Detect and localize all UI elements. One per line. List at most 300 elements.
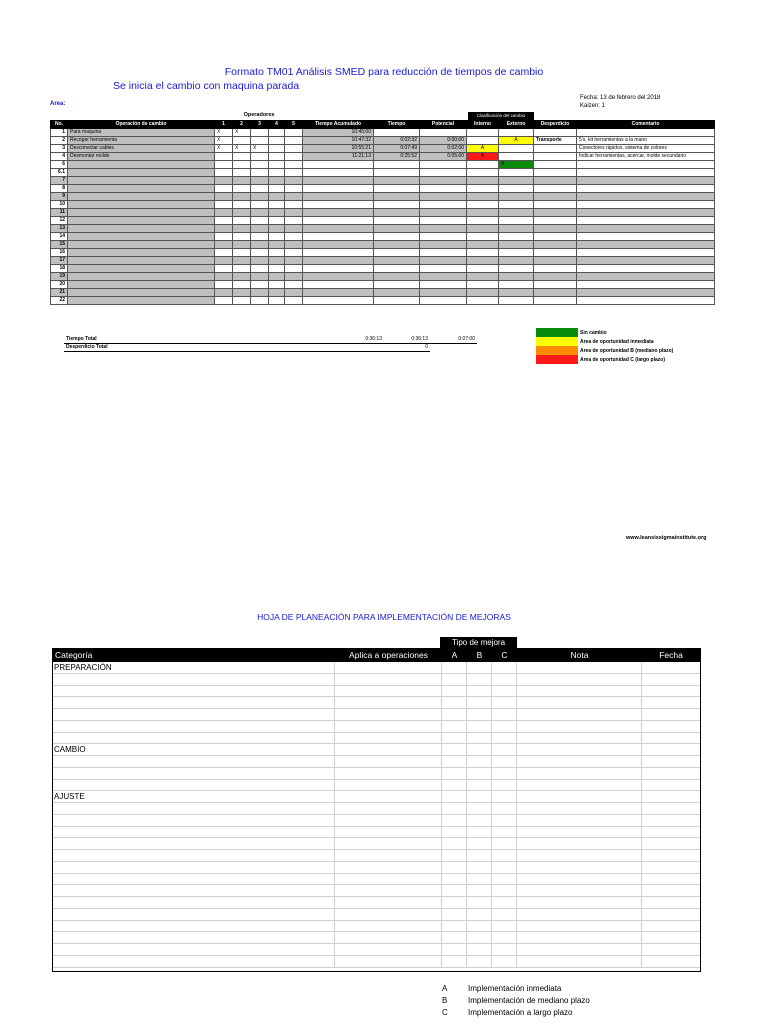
legend-label: Area de oportunidad B (mediano plazo)	[580, 347, 674, 354]
plan-cell[interactable]	[642, 921, 700, 932]
smed-cell	[303, 225, 374, 233]
comment-cell	[577, 129, 715, 137]
plan-cell[interactable]	[442, 697, 467, 708]
category-cell[interactable]	[53, 932, 335, 943]
external-cell: A	[499, 137, 534, 145]
operator-mark	[251, 129, 269, 137]
plan-cell[interactable]	[492, 921, 517, 932]
category-cell[interactable]	[53, 721, 335, 732]
plan-cell[interactable]	[335, 768, 442, 779]
plan-cell[interactable]	[642, 827, 700, 838]
plan-cell[interactable]	[442, 768, 467, 779]
smed-cell	[251, 201, 269, 209]
plan-cell[interactable]	[442, 791, 467, 802]
smed-col-header: Desperdicio	[534, 121, 577, 129]
potential-cell: 0:00:00	[420, 137, 467, 145]
plan-cell[interactable]	[517, 709, 642, 720]
plan-cell[interactable]	[517, 838, 642, 849]
plan-cell[interactable]	[642, 897, 700, 908]
legend-item	[536, 328, 673, 337]
plan-cell[interactable]	[467, 921, 492, 932]
row-number: 6	[51, 161, 68, 169]
smed-cell	[499, 209, 534, 217]
plan-cell[interactable]	[467, 956, 492, 967]
operator-mark	[215, 153, 233, 161]
plan-cell[interactable]	[335, 897, 442, 908]
website-text: www.leansixsigmainstitute.org	[626, 535, 707, 541]
smed-cell	[68, 209, 215, 217]
plan-cell[interactable]	[442, 838, 467, 849]
category-cell[interactable]	[53, 733, 335, 744]
smed-cell	[251, 257, 269, 265]
plan-title: HOJA DE PLANEACIÓN PARA IMPLEMENTACIÓN DE MEJORAS	[257, 612, 511, 622]
plan-cell[interactable]	[642, 768, 700, 779]
plan-cell[interactable]	[335, 815, 442, 826]
classification-label: Clasificación del cambio	[468, 112, 534, 120]
category-cell[interactable]	[53, 921, 335, 932]
plan-cell[interactable]	[442, 862, 467, 873]
category-cell[interactable]	[53, 944, 335, 955]
plan-cell[interactable]	[467, 733, 492, 744]
smed-cell	[467, 209, 499, 217]
smed-cell	[534, 273, 577, 281]
plan-cell[interactable]	[517, 721, 642, 732]
plan-cell[interactable]	[492, 803, 517, 814]
operator-mark: X	[233, 145, 251, 153]
plan-cell[interactable]	[642, 944, 700, 955]
smed-cell	[374, 209, 420, 217]
plan-col-header: B	[476, 650, 483, 660]
plan-cell[interactable]	[642, 885, 700, 896]
plan-cell[interactable]	[517, 662, 642, 673]
category-label[interactable]: CAMBIO	[53, 744, 335, 755]
category-cell[interactable]	[53, 686, 335, 697]
plan-cell[interactable]	[492, 885, 517, 896]
potential-cell: 0:02:00	[420, 145, 467, 153]
plan-cell[interactable]	[335, 803, 442, 814]
row-number: 9	[51, 193, 68, 201]
category-cell[interactable]	[53, 874, 335, 885]
smed-cell	[499, 249, 534, 257]
smed-cell	[374, 225, 420, 233]
smed-cell	[251, 297, 269, 305]
plan-row	[53, 885, 700, 897]
plan-cell[interactable]	[335, 697, 442, 708]
plan-cell[interactable]	[492, 686, 517, 697]
plan-cell[interactable]	[467, 862, 492, 873]
plan-cell[interactable]	[517, 768, 642, 779]
plan-cell[interactable]	[642, 909, 700, 920]
plan-cell[interactable]	[517, 744, 642, 755]
plan-cell[interactable]	[517, 956, 642, 967]
smed-cell	[534, 225, 577, 233]
plan-cell[interactable]	[467, 697, 492, 708]
plan-cell[interactable]	[517, 932, 642, 943]
plan-cell[interactable]	[517, 921, 642, 932]
plan-cell[interactable]	[517, 733, 642, 744]
smed-cell	[68, 281, 215, 289]
smed-cell	[577, 185, 715, 193]
plan-cell[interactable]	[442, 850, 467, 861]
category-cell[interactable]	[53, 815, 335, 826]
smed-cell	[233, 185, 251, 193]
plan-cell[interactable]	[467, 662, 492, 673]
operator-mark	[285, 145, 303, 153]
category-cell[interactable]	[53, 674, 335, 685]
plan-cell[interactable]	[517, 885, 642, 896]
plan-cell[interactable]	[492, 744, 517, 755]
plan-cell[interactable]	[467, 850, 492, 861]
plan-cell[interactable]	[335, 862, 442, 873]
category-cell[interactable]	[53, 756, 335, 767]
area-label: Area:	[50, 101, 66, 107]
plan-cell[interactable]	[642, 862, 700, 873]
smed-table	[50, 120, 715, 305]
plan-cell[interactable]	[335, 744, 442, 755]
category-cell[interactable]	[53, 780, 335, 791]
plan-col-header: Nota	[570, 650, 589, 660]
plan-cell[interactable]	[442, 956, 467, 967]
smed-cell	[577, 257, 715, 265]
plan-cell[interactable]	[642, 674, 700, 685]
category-cell[interactable]	[53, 697, 335, 708]
operator-mark	[251, 161, 269, 169]
category-cell[interactable]	[53, 838, 335, 849]
plan-cell[interactable]	[492, 850, 517, 861]
smed-cell	[68, 249, 215, 257]
smed-cell	[420, 177, 467, 185]
smed-cell	[499, 289, 534, 297]
plan-cell[interactable]	[467, 885, 492, 896]
plan-cell[interactable]	[517, 874, 642, 885]
smed-cell	[467, 289, 499, 297]
plan-row	[53, 921, 700, 933]
smed-cell	[577, 281, 715, 289]
plan-cell[interactable]	[335, 850, 442, 861]
plan-cell[interactable]	[642, 686, 700, 697]
legend-label: Sin cambio	[580, 329, 607, 336]
row-number: 11	[51, 209, 68, 217]
plan-col-header: A	[451, 650, 458, 660]
plan-cell[interactable]	[517, 850, 642, 861]
accumulated-time	[303, 161, 374, 169]
plan-cell[interactable]	[642, 756, 700, 767]
accumulated-time: 10:45:00	[303, 129, 374, 137]
plan-cell[interactable]	[467, 709, 492, 720]
plan-cell[interactable]	[442, 932, 467, 943]
smed-cell	[577, 177, 715, 185]
smed-empty-row	[51, 257, 715, 265]
category-cell[interactable]	[53, 709, 335, 720]
waste-cell	[534, 129, 577, 137]
plan-cell[interactable]	[442, 885, 467, 896]
smed-cell	[285, 233, 303, 241]
plan-cell[interactable]	[492, 697, 517, 708]
plan-cell[interactable]	[492, 909, 517, 920]
plan-cell[interactable]	[517, 862, 642, 873]
legend-swatch	[536, 328, 578, 337]
row-number: 13	[51, 225, 68, 233]
plan-cell[interactable]	[492, 733, 517, 744]
plan-cell[interactable]	[467, 756, 492, 767]
plan-cell[interactable]	[335, 932, 442, 943]
category-cell[interactable]	[53, 850, 335, 861]
smed-cell	[285, 169, 303, 177]
plan-cell[interactable]	[517, 780, 642, 791]
plan-cell[interactable]	[442, 815, 467, 826]
plan-cell[interactable]	[642, 838, 700, 849]
plan-cell[interactable]	[642, 956, 700, 967]
plan-cell[interactable]	[335, 874, 442, 885]
plan-cell[interactable]	[642, 850, 700, 861]
total-time-label: Tiempo Total	[64, 336, 344, 344]
plan-row	[53, 686, 700, 698]
plan-cell[interactable]	[442, 909, 467, 920]
smed-cell	[269, 225, 285, 233]
operation-name	[68, 161, 215, 169]
plan-cell[interactable]	[335, 909, 442, 920]
time-cell: 0:07:49	[374, 145, 420, 153]
totals-table	[64, 336, 477, 352]
smed-cell	[303, 273, 374, 281]
plan-cell[interactable]	[642, 662, 700, 673]
plan-cell[interactable]	[492, 780, 517, 791]
plan-cell[interactable]	[442, 733, 467, 744]
plan-cell[interactable]	[642, 780, 700, 791]
plan-cell[interactable]	[442, 803, 467, 814]
plan-cell[interactable]	[442, 897, 467, 908]
plan-cell[interactable]	[335, 827, 442, 838]
plan-cell[interactable]	[492, 768, 517, 779]
plan-cell[interactable]	[467, 932, 492, 943]
plan-cell[interactable]	[467, 780, 492, 791]
plan-cell[interactable]	[517, 815, 642, 826]
plan-cell[interactable]	[467, 944, 492, 955]
external-cell: A	[499, 161, 534, 169]
smed-cell	[467, 201, 499, 209]
plan-cell[interactable]	[517, 674, 642, 685]
plan-cell[interactable]	[642, 733, 700, 744]
plan-cell[interactable]	[335, 838, 442, 849]
category-cell[interactable]	[53, 897, 335, 908]
plan-cell[interactable]	[467, 909, 492, 920]
smed-cell	[251, 273, 269, 281]
plan-cell[interactable]	[467, 838, 492, 849]
plan-cell[interactable]	[467, 768, 492, 779]
smed-cell	[215, 281, 233, 289]
smed-cell	[285, 273, 303, 281]
plan-cell[interactable]	[492, 721, 517, 732]
category-cell[interactable]	[53, 768, 335, 779]
plan-cell[interactable]	[642, 932, 700, 943]
plan-cell[interactable]	[467, 686, 492, 697]
smed-cell	[420, 185, 467, 193]
plan-cell[interactable]	[642, 874, 700, 885]
plan-cell[interactable]	[517, 827, 642, 838]
plan-cell[interactable]	[442, 709, 467, 720]
plan-cell[interactable]	[442, 744, 467, 755]
plan-cell[interactable]	[492, 815, 517, 826]
total-waste-label: Desperdicio Total	[64, 344, 344, 352]
category-cell[interactable]	[53, 885, 335, 896]
category-cell[interactable]	[53, 803, 335, 814]
smed-cell	[303, 185, 374, 193]
plan-row	[53, 803, 700, 815]
plan-cell[interactable]	[492, 827, 517, 838]
category-label[interactable]: AJUSTE	[53, 791, 335, 802]
category-cell[interactable]	[53, 909, 335, 920]
smed-cell	[534, 209, 577, 217]
plan-cell[interactable]	[335, 756, 442, 767]
plan-cell[interactable]	[335, 686, 442, 697]
plan-cell[interactable]	[335, 674, 442, 685]
smed-col-header: 5	[285, 121, 303, 129]
plan-cell[interactable]	[335, 921, 442, 932]
accumulated-time: 10:55:21	[303, 145, 374, 153]
smed-cell	[420, 249, 467, 257]
plan-cell[interactable]	[335, 662, 442, 673]
color-legend	[536, 328, 673, 364]
plan-cell[interactable]	[492, 791, 517, 802]
improvement-type-label: Tipo de mejora	[440, 637, 517, 648]
plan-cell[interactable]	[442, 662, 467, 673]
smed-cell	[374, 281, 420, 289]
plan-cell[interactable]	[492, 709, 517, 720]
smed-empty-row	[51, 209, 715, 217]
smed-cell	[215, 233, 233, 241]
plan-cell[interactable]	[642, 721, 700, 732]
plan-cell[interactable]	[492, 944, 517, 955]
plan-cell[interactable]	[517, 897, 642, 908]
improvement-legend-item	[442, 995, 590, 1007]
plan-cell[interactable]	[642, 803, 700, 814]
plan-cell[interactable]	[467, 874, 492, 885]
operator-mark: X	[215, 145, 233, 153]
plan-cell[interactable]	[492, 674, 517, 685]
plan-cell[interactable]	[442, 944, 467, 955]
plan-cell[interactable]	[517, 944, 642, 955]
smed-cell	[534, 241, 577, 249]
plan-cell[interactable]	[335, 956, 442, 967]
smed-cell	[251, 193, 269, 201]
category-cell[interactable]	[53, 827, 335, 838]
smed-cell	[467, 249, 499, 257]
smed-cell	[499, 265, 534, 273]
smed-cell	[577, 297, 715, 305]
plan-cell[interactable]	[642, 697, 700, 708]
plan-cell[interactable]	[467, 721, 492, 732]
plan-cell[interactable]	[442, 686, 467, 697]
plan-row	[53, 838, 700, 850]
smed-cell	[68, 177, 215, 185]
plan-cell[interactable]	[335, 944, 442, 955]
smed-cell	[467, 257, 499, 265]
comment-cell: Conectores rápidos, sistema de colores	[577, 145, 715, 153]
plan-cell[interactable]	[642, 744, 700, 755]
smed-cell	[215, 209, 233, 217]
smed-col-header: 4	[269, 121, 285, 129]
plan-cell[interactable]	[642, 791, 700, 802]
internal-cell	[467, 161, 499, 169]
time-cell	[374, 161, 420, 169]
legend-key: B	[442, 996, 448, 1005]
smed-cell	[233, 201, 251, 209]
legend-swatch	[536, 346, 578, 355]
plan-cell[interactable]	[517, 686, 642, 697]
plan-cell[interactable]	[335, 780, 442, 791]
plan-cell[interactable]	[335, 791, 442, 802]
smed-row	[51, 153, 715, 161]
plan-cell[interactable]	[517, 697, 642, 708]
plan-cell[interactable]	[642, 709, 700, 720]
category-cell[interactable]	[53, 862, 335, 873]
plan-cell[interactable]	[517, 909, 642, 920]
plan-cell[interactable]	[335, 721, 442, 732]
plan-cell[interactable]	[492, 897, 517, 908]
category-label[interactable]: PREPARACIÓN	[53, 662, 335, 673]
plan-cell[interactable]	[335, 733, 442, 744]
smed-cell	[420, 233, 467, 241]
smed-cell	[534, 257, 577, 265]
plan-cell[interactable]	[492, 862, 517, 873]
smed-cell	[420, 225, 467, 233]
plan-cell[interactable]	[492, 662, 517, 673]
plan-cell[interactable]	[467, 744, 492, 755]
plan-cell[interactable]	[467, 827, 492, 838]
plan-cell[interactable]	[492, 874, 517, 885]
smed-cell	[251, 281, 269, 289]
plan-cell[interactable]	[517, 803, 642, 814]
smed-cell	[269, 289, 285, 297]
smed-cell	[269, 281, 285, 289]
plan-cell[interactable]	[442, 780, 467, 791]
plan-cell[interactable]	[442, 721, 467, 732]
smed-empty-row	[51, 249, 715, 257]
plan-cell[interactable]	[492, 838, 517, 849]
plan-cell[interactable]	[442, 921, 467, 932]
plan-cell[interactable]	[517, 791, 642, 802]
plan-cell[interactable]	[492, 932, 517, 943]
plan-cell[interactable]	[492, 756, 517, 767]
smed-col-header: 2	[233, 121, 251, 129]
waste-cell	[534, 161, 577, 169]
plan-cell[interactable]	[467, 803, 492, 814]
smed-cell	[374, 185, 420, 193]
plan-cell[interactable]	[442, 827, 467, 838]
row-number: 22	[51, 297, 68, 305]
plan-cell[interactable]	[467, 815, 492, 826]
plan-cell[interactable]	[442, 756, 467, 767]
plan-cell[interactable]	[335, 709, 442, 720]
smed-cell	[374, 177, 420, 185]
plan-cell[interactable]	[467, 897, 492, 908]
plan-cell[interactable]	[517, 756, 642, 767]
plan-cell[interactable]	[467, 674, 492, 685]
smed-empty-row	[51, 201, 715, 209]
smed-cell	[499, 297, 534, 305]
total-time-row	[64, 336, 477, 344]
plan-cell[interactable]	[642, 815, 700, 826]
plan-cell[interactable]	[467, 791, 492, 802]
smed-cell	[251, 177, 269, 185]
category-cell[interactable]	[53, 956, 335, 967]
plan-row	[53, 662, 700, 674]
plan-cell[interactable]	[442, 674, 467, 685]
plan-cell[interactable]	[335, 885, 442, 896]
plan-row	[53, 815, 700, 827]
plan-cell[interactable]	[492, 956, 517, 967]
plan-cell[interactable]	[442, 874, 467, 885]
